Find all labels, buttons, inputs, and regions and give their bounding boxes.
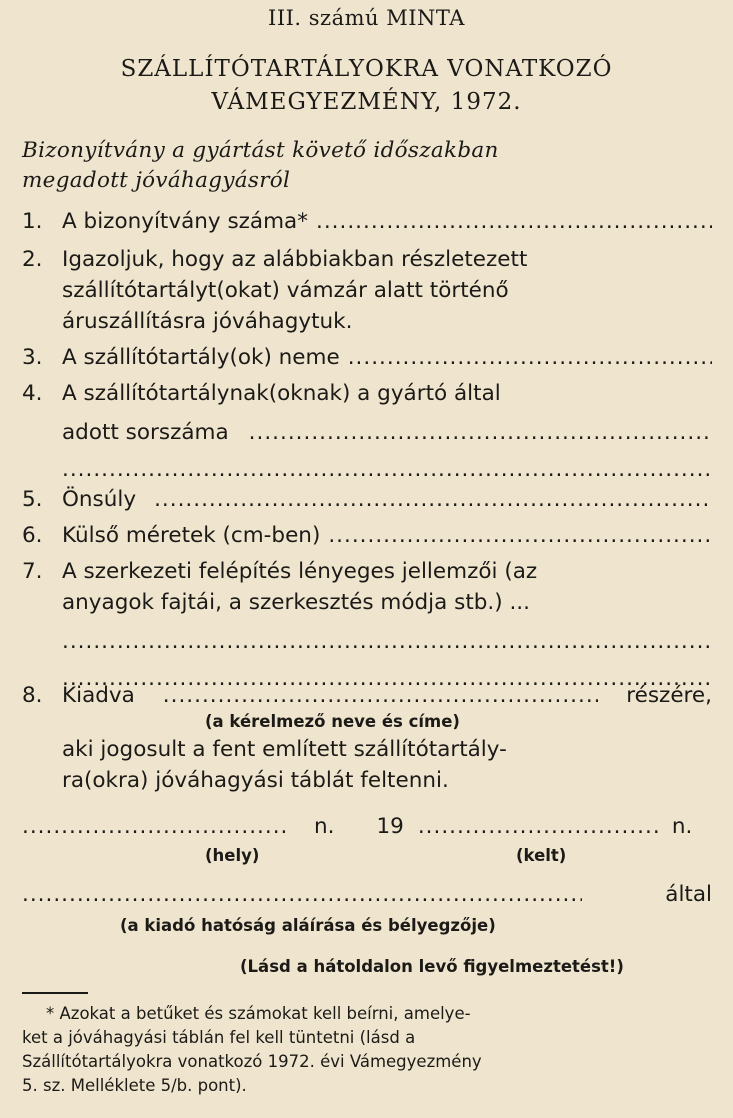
place-date-row — [22, 814, 712, 839]
applicant-caption: (a kérelmező neve és címe) — [205, 712, 460, 731]
item-1 — [22, 206, 712, 237]
item-8-suffix: részére, — [626, 683, 712, 708]
item-5-fill-line[interactable] — [154, 484, 712, 515]
place-caption: (hely) — [205, 846, 260, 865]
item-number: 5. — [22, 487, 43, 512]
item-8-line2: aki jogosult a fent említett szállítótartály- — [62, 737, 507, 762]
item-number: 8. — [22, 683, 43, 708]
item-4-line2: adott sorszáma — [62, 420, 229, 445]
item-2-line2: szállítótartályt(okat) vámzár alatt történő — [62, 278, 509, 303]
item-3-fill-line[interactable] — [348, 342, 712, 373]
see-reverse-note: (Lásd a hátoldalon levő figyelmeztetést!) — [240, 957, 624, 976]
item-1-fill-line[interactable] — [316, 206, 712, 237]
subtitle-line1: Bizonyítvány a gyártást követő időszakban — [22, 138, 499, 163]
item-7-fill-line[interactable] — [62, 626, 712, 657]
item-number: 4. — [22, 381, 43, 406]
item-3 — [22, 342, 712, 373]
certificate-subtitle — [22, 136, 712, 196]
item-number: 6. — [22, 523, 43, 548]
subtitle-line2: megadott jóváhagyásról — [22, 168, 291, 193]
footnote — [22, 1002, 712, 1098]
item-7 — [22, 556, 712, 694]
item-8-continued — [22, 734, 712, 796]
footnote-line1: * Azokat a betűket és számokat kell beírni, amelye- — [46, 1004, 471, 1023]
item-6-label: Külső méretek (cm-ben) — [62, 523, 321, 548]
item-6 — [22, 520, 712, 551]
by-label: által — [665, 882, 712, 907]
item-2 — [22, 244, 712, 337]
date-caption: (kelt) — [516, 846, 567, 865]
signature-fill-line[interactable] — [22, 882, 582, 907]
item-4-fill-line[interactable] — [249, 417, 712, 448]
sample-number: III. számú MINTA — [268, 6, 465, 30]
item-7-line2: anyagok fajtái, a szerkesztés módja stb.) ... — [62, 590, 530, 615]
item-7-line1: A szerkezeti felépítés lényeges jellemzői (az — [62, 559, 538, 584]
item-4-fill-line-2[interactable] — [62, 454, 712, 485]
authority-caption: (a kiadó hatóság aláírása és bélyegzője) — [120, 916, 496, 935]
item-4-line1: A szállítótartálynak(oknak) a gyártó által — [62, 381, 501, 406]
place-fill-line[interactable] — [22, 814, 290, 839]
footnote-line4: 5. sz. Melléklete 5/b. pont). — [22, 1076, 247, 1095]
item-2-line3: áruszállításra jóváhagytuk. — [62, 309, 353, 334]
place-n-label: n. — [314, 814, 335, 839]
item-4 — [22, 378, 712, 485]
footnote-divider — [22, 992, 88, 994]
item-number: 2. — [22, 247, 43, 272]
year-prefix: 19 — [376, 814, 404, 839]
convention-title-line2: VÁMEGYEZMÉNY, 1972. — [211, 89, 522, 115]
item-2-line1: Igazoljuk, hogy az alábbiakban részletezett — [62, 247, 528, 272]
item-8-line3: ra(okra) jóváhagyási táblát feltenni. — [62, 768, 449, 793]
item-1-label: A bizonyítvány száma* — [62, 209, 308, 234]
item-8-fill-line[interactable] — [163, 680, 598, 711]
item-number: 1. — [22, 209, 43, 234]
item-8-label: Kiadva — [62, 683, 135, 708]
item-5-label: Önsúly — [62, 487, 137, 512]
convention-title-line1: SZÁLLÍTÓTARTÁLYOKRA VONATKOZÓ — [120, 56, 613, 82]
footnote-line2: ket a jóváhagyási táblán fel kell tüntetni (lásd a — [22, 1028, 416, 1047]
item-6-fill-line[interactable] — [328, 520, 712, 551]
date-fill-line[interactable] — [418, 814, 658, 839]
item-8 — [22, 680, 712, 711]
item-number: 7. — [22, 559, 43, 584]
date-n-label: n. — [671, 814, 693, 839]
item-5 — [22, 484, 712, 515]
item-3-label: A szállítótartály(ok) neme — [62, 345, 340, 370]
footnote-line3: Szállítótartályokra vonatkozó 1972. évi Vámegyezmény — [22, 1052, 482, 1071]
item-number: 3. — [22, 345, 43, 370]
signature-row — [22, 882, 712, 907]
